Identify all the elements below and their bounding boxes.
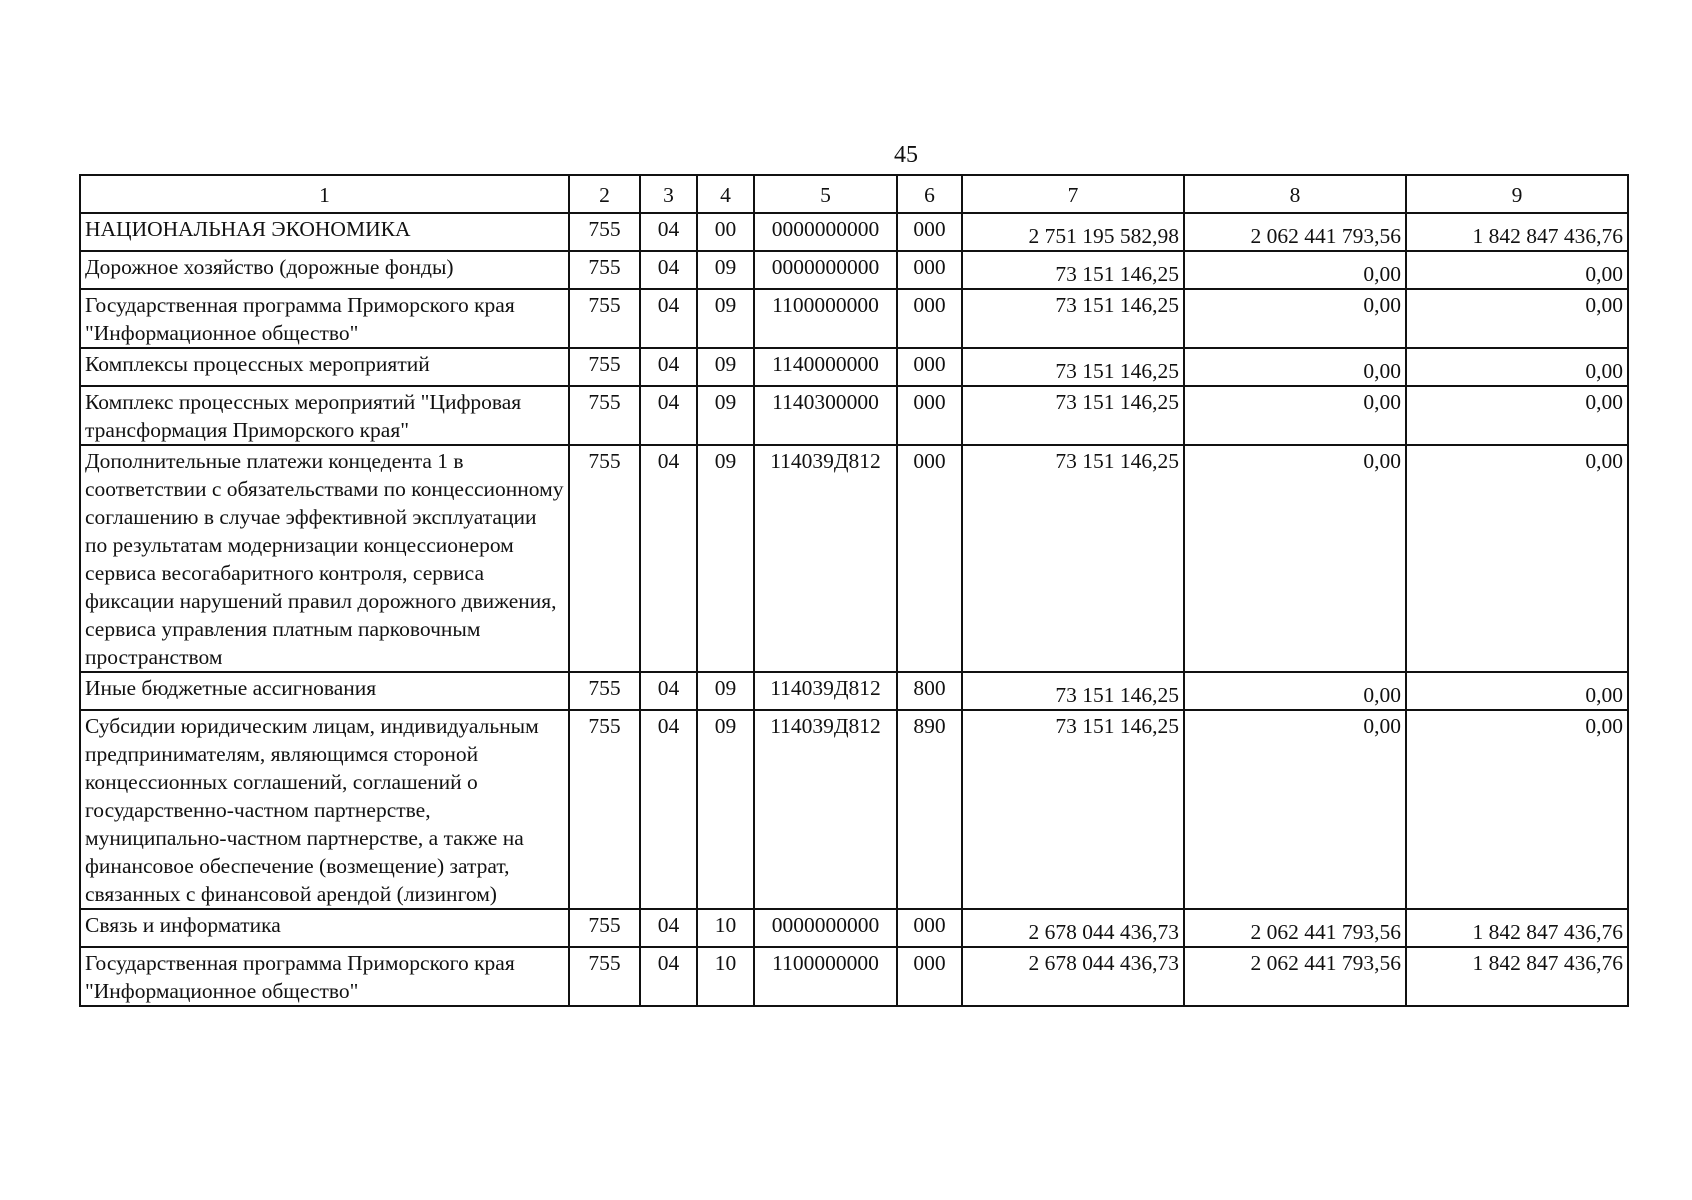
cell-expense-type-code: 000 bbox=[897, 289, 962, 348]
cell-amount-year2: 2 062 441 793,56 bbox=[1184, 947, 1406, 1006]
cell-section-code: 04 bbox=[640, 672, 697, 710]
cell-target-code: 1140300000 bbox=[754, 386, 897, 445]
cell-amount-year3: 1 842 847 436,76 bbox=[1406, 947, 1628, 1006]
cell-section-code: 04 bbox=[640, 289, 697, 348]
page-number-text: 45 bbox=[894, 142, 918, 168]
row-name: НАЦИОНАЛЬНАЯ ЭКОНОМИКА bbox=[80, 213, 569, 251]
cell-amount-year3: 1 842 847 436,76 bbox=[1406, 213, 1628, 251]
cell-target-code: 0000000000 bbox=[754, 909, 897, 947]
cell-amount-year2: 0,00 bbox=[1184, 445, 1406, 672]
cell-section-code: 04 bbox=[640, 251, 697, 289]
cell-amount-year2: 0,00 bbox=[1184, 386, 1406, 445]
cell-amount-year2: 0,00 bbox=[1184, 289, 1406, 348]
cell-target-code: 114039Д812 bbox=[754, 672, 897, 710]
cell-ministry-code: 755 bbox=[569, 710, 640, 909]
cell-amount-year1: 73 151 146,25 bbox=[962, 289, 1184, 348]
cell-section-code: 04 bbox=[640, 909, 697, 947]
column-header: 2 bbox=[569, 175, 640, 213]
cell-target-code: 0000000000 bbox=[754, 251, 897, 289]
cell-target-code: 114039Д812 bbox=[754, 445, 897, 672]
cell-ministry-code: 755 bbox=[569, 386, 640, 445]
row-name: Дополнительные платежи концедента 1 в соответствии с обязательствами по концессионному соглашению в случае эффективной эксплуатации по результатам модернизации концессионером сервиса весогабаритного контроля, сервиса фиксации нарушений правил дорожного движения, сервиса управления платным парковочным пространством bbox=[80, 445, 569, 672]
cell-section-code: 04 bbox=[640, 947, 697, 1006]
cell-expense-type-code: 000 bbox=[897, 386, 962, 445]
table-row bbox=[80, 445, 1628, 672]
cell-amount-year2: 0,00 bbox=[1184, 251, 1406, 289]
cell-ministry-code: 755 bbox=[569, 213, 640, 251]
row-name: Субсидии юридическим лицам, индивидуальным предпринимателям, являющимся стороной концессионных соглашений, соглашений о государственно-частном партнерстве, муниципально-частном партнерстве, а также на финансовое обеспечение (возмещение) затрат, связанных с финансовой арендой (лизингом) bbox=[80, 710, 569, 909]
cell-amount-year3: 0,00 bbox=[1406, 386, 1628, 445]
budget-table bbox=[79, 174, 1629, 1007]
cell-amount-year3: 0,00 bbox=[1406, 710, 1628, 909]
cell-section-code: 04 bbox=[640, 348, 697, 386]
cell-ministry-code: 755 bbox=[569, 348, 640, 386]
column-header: 4 bbox=[697, 175, 754, 213]
cell-amount-year1: 2 678 044 436,73 bbox=[962, 947, 1184, 1006]
cell-amount-year3: 0,00 bbox=[1406, 672, 1628, 710]
page-number bbox=[0, 142, 1692, 169]
row-name: Государственная программа Приморского края "Информационное общество" bbox=[80, 289, 569, 348]
cell-amount-year2: 0,00 bbox=[1184, 672, 1406, 710]
row-name: Связь и информатика bbox=[80, 909, 569, 947]
column-header: 9 bbox=[1406, 175, 1628, 213]
cell-amount-year1: 73 151 146,25 bbox=[962, 672, 1184, 710]
column-header: 7 bbox=[962, 175, 1184, 213]
cell-target-code: 0000000000 bbox=[754, 213, 897, 251]
cell-subsection-code: 10 bbox=[697, 909, 754, 947]
cell-amount-year1: 2 751 195 582,98 bbox=[962, 213, 1184, 251]
table-row bbox=[80, 213, 1628, 251]
cell-amount-year2: 2 062 441 793,56 bbox=[1184, 213, 1406, 251]
table-row bbox=[80, 386, 1628, 445]
cell-subsection-code: 09 bbox=[697, 348, 754, 386]
cell-ministry-code: 755 bbox=[569, 672, 640, 710]
cell-amount-year2: 0,00 bbox=[1184, 710, 1406, 909]
row-name: Комплексы процессных мероприятий bbox=[80, 348, 569, 386]
cell-amount-year2: 0,00 bbox=[1184, 348, 1406, 386]
cell-subsection-code: 09 bbox=[697, 710, 754, 909]
cell-amount-year3: 0,00 bbox=[1406, 445, 1628, 672]
cell-section-code: 04 bbox=[640, 213, 697, 251]
cell-ministry-code: 755 bbox=[569, 251, 640, 289]
column-header: 6 bbox=[897, 175, 962, 213]
cell-amount-year3: 0,00 bbox=[1406, 251, 1628, 289]
cell-section-code: 04 bbox=[640, 710, 697, 909]
cell-section-code: 04 bbox=[640, 445, 697, 672]
table-row bbox=[80, 947, 1628, 1006]
cell-ministry-code: 755 bbox=[569, 445, 640, 672]
cell-amount-year1: 73 151 146,25 bbox=[962, 445, 1184, 672]
cell-subsection-code: 09 bbox=[697, 251, 754, 289]
cell-ministry-code: 755 bbox=[569, 289, 640, 348]
table-row bbox=[80, 348, 1628, 386]
cell-subsection-code: 09 bbox=[697, 672, 754, 710]
cell-expense-type-code: 000 bbox=[897, 909, 962, 947]
cell-amount-year1: 73 151 146,25 bbox=[962, 710, 1184, 909]
cell-expense-type-code: 890 bbox=[897, 710, 962, 909]
cell-amount-year3: 0,00 bbox=[1406, 289, 1628, 348]
row-name: Дорожное хозяйство (дорожные фонды) bbox=[80, 251, 569, 289]
cell-subsection-code: 10 bbox=[697, 947, 754, 1006]
column-header: 8 bbox=[1184, 175, 1406, 213]
cell-expense-type-code: 000 bbox=[897, 445, 962, 672]
row-name: Государственная программа Приморского края "Информационное общество" bbox=[80, 947, 569, 1006]
cell-amount-year1: 73 151 146,25 bbox=[962, 251, 1184, 289]
cell-amount-year2: 2 062 441 793,56 bbox=[1184, 909, 1406, 947]
cell-subsection-code: 09 bbox=[697, 289, 754, 348]
cell-expense-type-code: 000 bbox=[897, 213, 962, 251]
column-header: 3 bbox=[640, 175, 697, 213]
cell-amount-year1: 73 151 146,25 bbox=[962, 386, 1184, 445]
table-row bbox=[80, 710, 1628, 909]
cell-amount-year3: 1 842 847 436,76 bbox=[1406, 909, 1628, 947]
cell-subsection-code: 09 bbox=[697, 445, 754, 672]
table-row bbox=[80, 289, 1628, 348]
row-name: Комплекс процессных мероприятий "Цифровая трансформация Приморского края" bbox=[80, 386, 569, 445]
cell-expense-type-code: 000 bbox=[897, 348, 962, 386]
column-header: 1 bbox=[80, 175, 569, 213]
cell-target-code: 1100000000 bbox=[754, 289, 897, 348]
cell-expense-type-code: 000 bbox=[897, 251, 962, 289]
cell-target-code: 1100000000 bbox=[754, 947, 897, 1006]
table-row bbox=[80, 251, 1628, 289]
cell-target-code: 114039Д812 bbox=[754, 710, 897, 909]
row-name: Иные бюджетные ассигнования bbox=[80, 672, 569, 710]
table-row bbox=[80, 909, 1628, 947]
cell-amount-year1: 2 678 044 436,73 bbox=[962, 909, 1184, 947]
cell-ministry-code: 755 bbox=[569, 909, 640, 947]
cell-amount-year1: 73 151 146,25 bbox=[962, 348, 1184, 386]
cell-section-code: 04 bbox=[640, 386, 697, 445]
column-header: 5 bbox=[754, 175, 897, 213]
table-row bbox=[80, 672, 1628, 710]
cell-expense-type-code: 000 bbox=[897, 947, 962, 1006]
cell-ministry-code: 755 bbox=[569, 947, 640, 1006]
table-header-row bbox=[80, 175, 1628, 213]
cell-subsection-code: 09 bbox=[697, 386, 754, 445]
cell-amount-year3: 0,00 bbox=[1406, 348, 1628, 386]
cell-expense-type-code: 800 bbox=[897, 672, 962, 710]
cell-subsection-code: 00 bbox=[697, 213, 754, 251]
cell-target-code: 1140000000 bbox=[754, 348, 897, 386]
